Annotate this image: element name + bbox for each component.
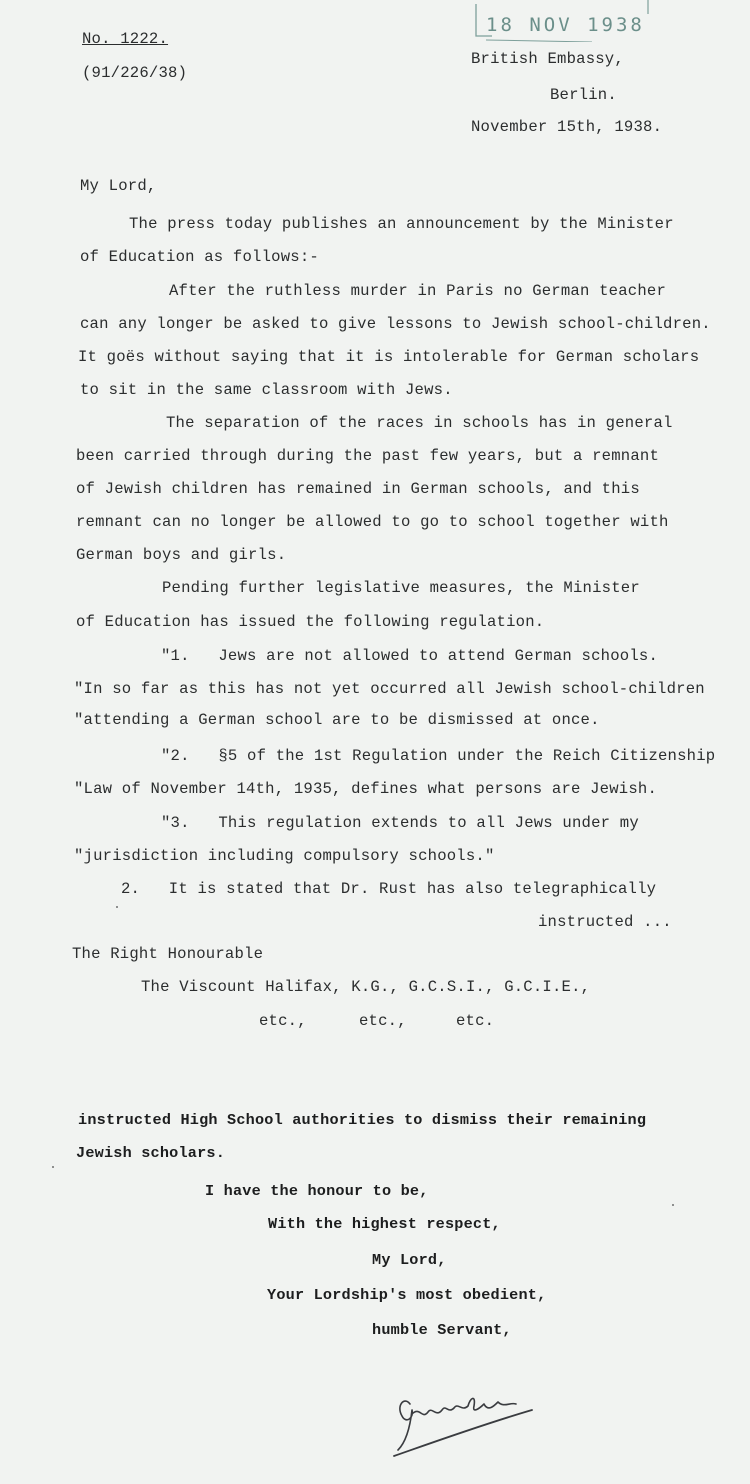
body-line: can any longer be asked to give lessons to Jewish school-children. — [80, 315, 711, 333]
body-line: Pending further legislative measures, the Minister — [162, 579, 640, 597]
addressee-line2: The Viscount Halifax, K.G., G.C.S.I., G.C.I.E., — [141, 978, 591, 996]
body-line: 2. It is stated that Dr. Rust has also telegraphically — [121, 880, 657, 898]
closing-line: My Lord, — [372, 1251, 447, 1269]
letter-date: November 15th, 1938. — [471, 118, 663, 136]
reference-number: No. 1222. — [82, 30, 169, 48]
closing-line: humble Servant, — [372, 1321, 512, 1339]
paper-speck — [672, 1204, 674, 1206]
paper-speck — [116, 906, 118, 908]
addressee-etc: etc., — [259, 1012, 307, 1030]
body-line: "3. This regulation extends to all Jews under my — [161, 814, 639, 832]
sender-address-line1: British Embassy, — [471, 50, 624, 68]
body-line: "In so far as this has not yet occurred all Jewish school-children — [74, 680, 705, 698]
body-line: "1. Jews are not allowed to attend German schools. — [161, 647, 659, 665]
file-reference: (91/226/38) — [82, 64, 188, 82]
body-line: The press today publishes an announcement by the Minister — [129, 215, 674, 233]
sender-address-line2: Berlin. — [550, 86, 617, 104]
body-line: "jurisdiction including compulsory schools." — [74, 847, 495, 865]
salutation: My Lord, — [80, 177, 157, 195]
closing-line: Your Lordship's most obedient, — [267, 1286, 547, 1304]
body-line: remnant can no longer be allowed to go to school together with — [76, 513, 669, 531]
body-line: been carried through during the past few years, but a remnant — [76, 447, 660, 465]
continuation-line: instructed High School authorities to dismiss their remaining — [78, 1111, 647, 1129]
body-line: German boys and girls. — [76, 546, 287, 564]
body-line: It goës without saying that it is intolerable for German scholars — [78, 348, 700, 366]
addressee-etc: etc. — [456, 1012, 495, 1030]
addressee-etc: etc., — [359, 1012, 407, 1030]
body-line: After the ruthless murder in Paris no German teacher — [169, 282, 667, 300]
body-line: The separation of the races in schools has in general — [166, 414, 673, 432]
closing-line: With the highest respect, — [268, 1215, 501, 1233]
addressee-line1: The Right Honourable — [72, 945, 264, 963]
continuation-line: Jewish scholars. — [76, 1144, 226, 1162]
body-line: of Education has issued the following regulation. — [76, 613, 545, 631]
paper-speck — [52, 1166, 54, 1168]
closing-line: I have the honour to be, — [205, 1182, 429, 1200]
body-line: "Law of November 14th, 1935, defines what persons are Jewish. — [74, 780, 658, 798]
body-line: of Education as follows:- — [80, 248, 319, 266]
stamp-date: 18 NOV 1938 — [486, 14, 645, 36]
body-line: instructed ... — [538, 913, 672, 931]
body-line: "attending a German school are to be dismissed at once. — [74, 711, 600, 729]
body-line: "2. §5 of the 1st Regulation under the Reich Citizenship — [161, 747, 716, 765]
handwritten-signature — [384, 1384, 544, 1474]
body-line: to sit in the same classroom with Jews. — [80, 381, 453, 399]
body-line: of Jewish children has remained in German schools, and this — [76, 480, 640, 498]
